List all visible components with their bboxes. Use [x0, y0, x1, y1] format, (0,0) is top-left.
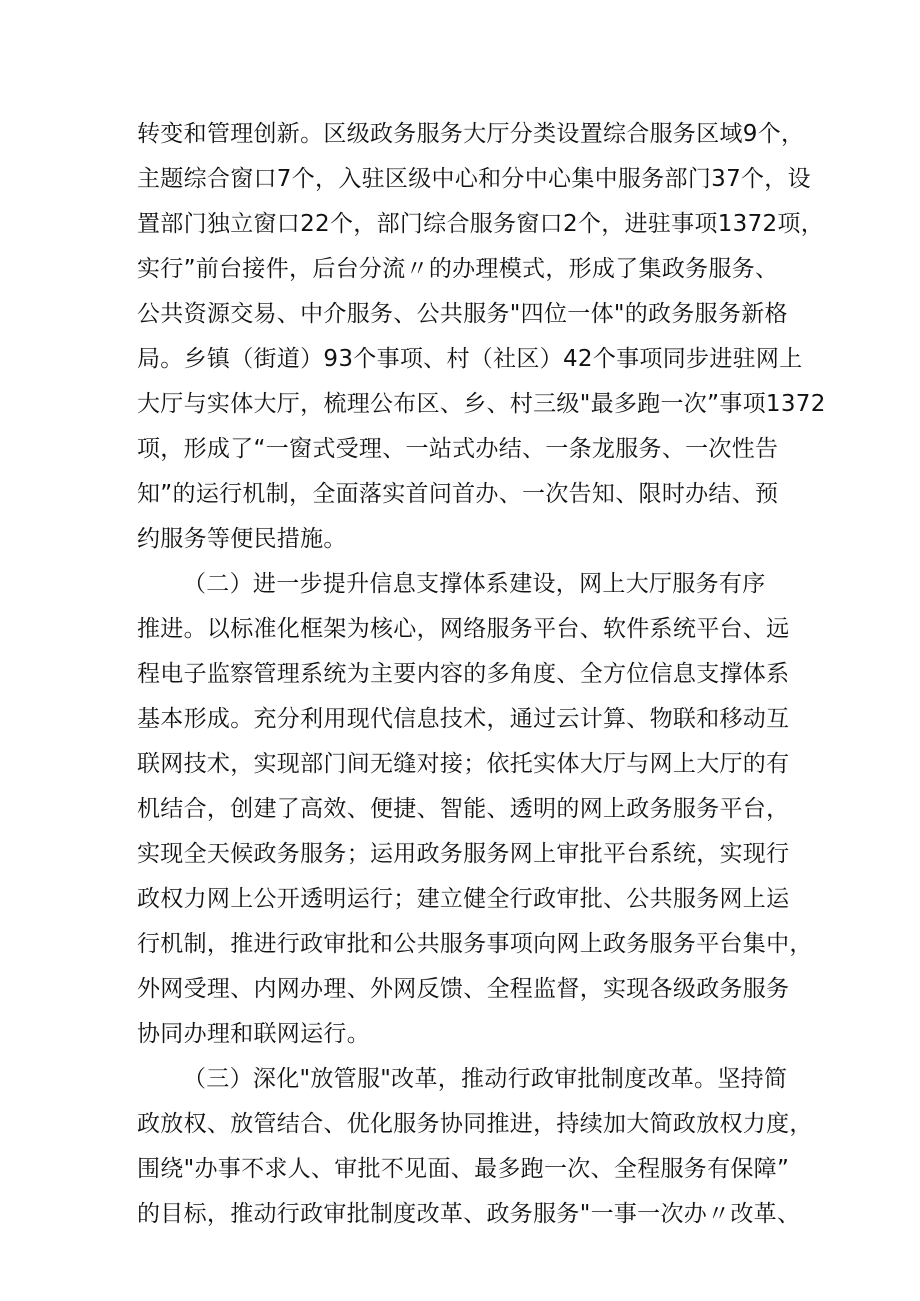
text-line: 约服务等便民措施。: [137, 526, 347, 552]
text-line: 置部门独立窗口22个，部门综合服务窗口2个，进驻事项1372项，: [137, 211, 825, 237]
text-line: 公共资源交易、中介服务、公共服务"四位一体"的政务服务新格: [137, 301, 788, 327]
text-line: 政放权、放管结合、优化服务协同推进，持续加大简政放权力度，: [137, 1111, 813, 1137]
paragraph-3: [137, 1057, 813, 1237]
text-line: 基本形成。充分利用现代信息技术，通过云计算、物联和移动互: [137, 706, 790, 732]
text-line: 围绕"办事不求人、审批不见面、最多跑一次、全程服务有保障”: [137, 1156, 790, 1182]
text-line: 局。乡镇（街道）93个事项、村（社区）42个事项同步进驻网上: [137, 346, 803, 372]
text-line: （二）进一步提升信息支撑体系建设，网上大厅服务有序: [183, 571, 766, 597]
text-line: 主题综合窗口7个，入驻区级中心和分中心集中服务部门37个，设: [137, 166, 811, 192]
text-line: （三）深化"放管服"改革，推动行政审批制度改革。坚持简: [183, 1066, 788, 1092]
text-line: 程电子监察管理系统为主要内容的多角度、全方位信息支撑体系: [137, 661, 790, 687]
text-line: 外网受理、内网办理、外网反馈、全程监督，实现各级政务服务: [137, 976, 790, 1002]
text-line: 推进。以标准化框架为核心，网络服务平台、软件系统平台、远: [137, 616, 790, 642]
text-line: 实现全天候政务服务；运用政务服务网上审批平台系统，实现行: [137, 841, 790, 867]
text-line: 大厅与实体大厅，梳理公布区、乡、村三级"最多跑一次”事项1372: [137, 391, 826, 417]
paragraph-2: [137, 562, 813, 1057]
text-line: 行机制，推进行政审批和公共服务事项向网上政务服务平台集中，: [137, 931, 813, 957]
text-line: 的目标，推动行政审批制度改革、政务服务"一事一次办〃改革、: [137, 1201, 801, 1227]
text-line: 知”的运行机制，全面落实首问首办、一次告知、限时办结、预: [137, 481, 779, 507]
text-line: 机结合，创建了高效、便捷、智能、透明的网上政务服务平台，: [137, 796, 790, 822]
text-line: 转变和管理创新。区级政务服务大厅分类设置综合服务区域9个，: [137, 121, 805, 147]
text-line: 联网技术，实现部门间无缝对接；依托实体大厅与网上大厅的有: [137, 751, 790, 777]
text-line: 政权力网上公开透明运行；建立健全行政审批、公共服务网上运: [137, 886, 790, 912]
text-line: 项，形成了“一窗式受理、一站式办结、一条龙服务、一次性告: [137, 436, 779, 462]
paragraph-1: [137, 112, 826, 562]
body-text: [137, 112, 826, 1237]
text-line: 协同办理和联网运行。: [137, 1021, 370, 1047]
text-line: 实行”前台接件，后台分流〃的办理模式，形成了集政务服务、: [137, 256, 779, 282]
